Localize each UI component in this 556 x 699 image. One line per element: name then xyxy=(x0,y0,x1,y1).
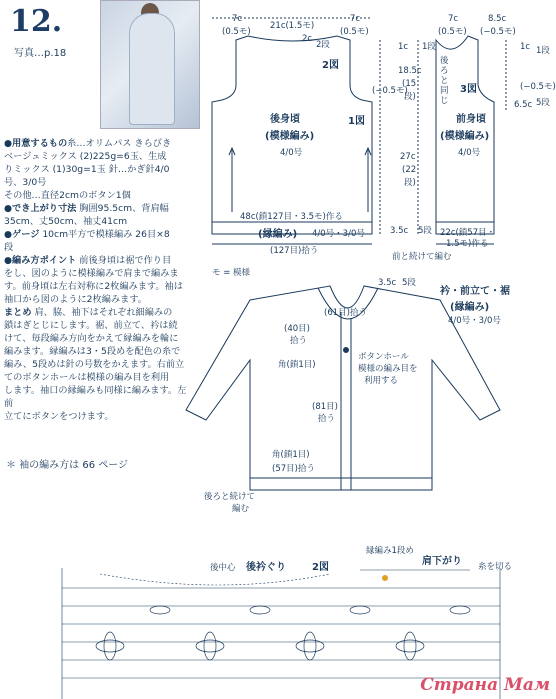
collar-height: 3.5c xyxy=(378,278,397,288)
back-cast-on: 48c(鎖127目・3.5モ)作る xyxy=(240,212,343,222)
back-body-height: 27c xyxy=(400,152,416,162)
collar-pickup-back: (61目)拾う xyxy=(324,308,367,318)
collar-pickup-front: (40目) xyxy=(284,324,310,334)
points-title: ●編み方ポイント xyxy=(4,255,77,266)
gauge-title: ●ゲージ xyxy=(4,229,40,240)
back-top-right-mo: (0.5モ) xyxy=(340,27,369,37)
back-continue-note-2: 編む xyxy=(232,504,250,514)
back-continue-note-1: 後ろと続けて xyxy=(204,492,256,502)
chart-edge-row1: 縁編み1段め xyxy=(366,546,414,556)
matome-line: 編みます。縁編みは3・5段めを配色の糸で xyxy=(4,346,181,357)
hem-pickup: (57目)拾う xyxy=(272,464,315,474)
matome-line: 鎖はぎとじにします。裾、前立て、衿は続 xyxy=(4,320,178,331)
gauge-line: 10cm平方で模様編み 26目×8 xyxy=(42,229,170,240)
back-fig2-label: 2図 xyxy=(322,60,339,71)
back-top-right: 7c xyxy=(350,14,361,24)
buttonhole-note-2: 模様の編み目を xyxy=(358,364,418,374)
back-pickup: (127目)拾う xyxy=(270,246,319,256)
matome-line: てのボタンホールは模様の編み目を利用 xyxy=(4,372,170,383)
back-edge-hook: 4/0号・3/0号 xyxy=(312,229,365,239)
size-line: 胸囲95.5cm、背肩幅 xyxy=(79,203,169,214)
materials-line: 糸…オリムパス きらびき xyxy=(67,138,172,149)
back-fig1-label: 1図 xyxy=(348,116,365,127)
back-body-rows: (22 xyxy=(402,165,417,175)
front-top-neck: 8.5c xyxy=(488,14,507,24)
collar-pattern: (縁編み) xyxy=(450,302,490,313)
materials-line: 号、3/0号 xyxy=(4,177,47,188)
collar-hook: 4/0号・3/0号 xyxy=(448,316,501,326)
collar-corner-top: 角(鎖1目) xyxy=(278,360,316,370)
back-top-width: 21c(1.5モ) xyxy=(270,21,315,31)
matome-title: まとめ xyxy=(4,307,32,318)
buttonhole-note-3: 利用する xyxy=(364,376,399,386)
matome-line: 立てにボタンをつけます。 xyxy=(4,411,114,422)
front-title: 前身頃 xyxy=(456,114,486,125)
back-pattern: (模様編み) xyxy=(265,131,315,142)
back-edge-rows: 5段 xyxy=(418,226,432,236)
back-hook: 4/0号 xyxy=(280,148,303,158)
front-continue-note: 前と続けて編む xyxy=(392,252,452,262)
back-top-left: 7c xyxy=(232,14,243,24)
front-top-neck-mo: (−0.5モ) xyxy=(480,27,516,37)
front-fig3-label: 3図 xyxy=(460,84,477,95)
chart-motifs xyxy=(96,606,470,660)
front-pattern: (模様編み) xyxy=(440,131,490,142)
back-shoulder-rows: 1段 xyxy=(422,42,436,52)
back-neck-depth: 2c xyxy=(302,34,313,44)
collar-rows: 5段 xyxy=(402,278,416,288)
materials-line: ベージュミックス (2)225g=6玉、生成 xyxy=(4,151,167,162)
front-cast-on: 22c(鎖57目・ xyxy=(440,228,496,238)
back-armhole-height: 18.5c xyxy=(398,66,422,76)
front-hook: 4/0号 xyxy=(458,148,481,158)
chart-back-center: 後中心 xyxy=(210,563,236,573)
materials-line: その他…直径2cmのボタン1個 xyxy=(4,190,131,201)
front-shoulder-height: 1c xyxy=(520,42,531,52)
points-line: をし、図のように模様編みで肩まで編みま xyxy=(4,268,179,279)
back-side-shaping: (−0.5モ) xyxy=(372,86,408,96)
collar-pickup-front-suffix: 拾う xyxy=(290,336,308,346)
points-line: 袖口から図のように2枚編みます。 xyxy=(4,294,147,305)
back-edge-pattern: (縁編み) xyxy=(258,229,298,240)
front-side-shaping: (−0.5モ) xyxy=(520,82,556,92)
pattern-number: 12. xyxy=(10,4,63,39)
collar-corner-bottom: 角(鎖1目) xyxy=(272,450,310,460)
materials-line: りミックス (1)30g=1玉 針…かぎ針4/0 xyxy=(4,164,170,175)
back-armhole-rows-suffix: 段) xyxy=(404,92,416,102)
front-band-pickup-suffix: 拾う xyxy=(318,414,336,424)
chart-fig2: 2図 xyxy=(312,562,329,573)
back-edge-height: 3.5c xyxy=(390,226,409,236)
back-neck-rows: 2段 xyxy=(316,40,330,50)
matome-line: 肩、脇、袖下はそれぞれ細編みの xyxy=(34,307,173,318)
back-shoulder-height: 1c xyxy=(398,42,409,52)
size-title: ●でき上がり寸法 xyxy=(4,203,77,214)
back-top-left-mo: (0.5モ) xyxy=(222,27,251,37)
front-neck-height: 6.5c xyxy=(514,100,533,110)
front-shoulder-rows: 1段 xyxy=(536,46,550,56)
front-neck-rows: 5段 xyxy=(536,98,550,108)
points-line: 前後身頃は裾で作り目 xyxy=(79,255,172,266)
materials-title: ●用意するもの xyxy=(4,138,68,149)
size-line: 35cm、丈50cm、袖丈41cm xyxy=(4,216,128,227)
buttonhole-note-1: ボタンホール xyxy=(358,352,409,362)
legend-mo: モ = 模様 xyxy=(212,268,251,278)
front-top-shoulder: 7c xyxy=(448,14,459,24)
sleeve-note: ＊ 袖の編み方は 66 ページ xyxy=(6,460,129,471)
front-band-pickup: (81目) xyxy=(312,402,338,412)
points-line: す。前身頃は左右対称に2枚編みます。袖は xyxy=(4,281,183,292)
front-same-as-back: 後ろと同じ xyxy=(440,56,449,106)
back-title: 後身頃 xyxy=(270,114,300,125)
watermark: Страна Мам xyxy=(420,675,550,695)
front-cast-on-mo: 1.5モ)作る xyxy=(446,239,489,249)
chart-cut-yarn: 糸を切る xyxy=(478,562,513,572)
back-armhole-rows: (15 xyxy=(402,79,417,89)
photo-reference: 写真…p.18 xyxy=(14,48,67,59)
matome-line: します。袖口の縁編みも同様に編みます。左前 xyxy=(4,385,187,409)
gauge-line: 段 xyxy=(4,242,14,253)
chart-neckline: 後衿ぐり xyxy=(246,562,286,573)
chart-shoulder: 肩下がり xyxy=(422,556,462,567)
front-top-shoulder-mo: (0.5モ) xyxy=(438,27,467,37)
matome-line: けて、毎段編み方向をかえて縁編みを輪に xyxy=(4,333,179,344)
back-body-rows-suffix: 段) xyxy=(404,178,416,188)
collar-title: 衿・前立て・裾 xyxy=(440,286,510,297)
matome-line: 編み、5段めは針の号数をかえます。右前立 xyxy=(4,359,185,370)
